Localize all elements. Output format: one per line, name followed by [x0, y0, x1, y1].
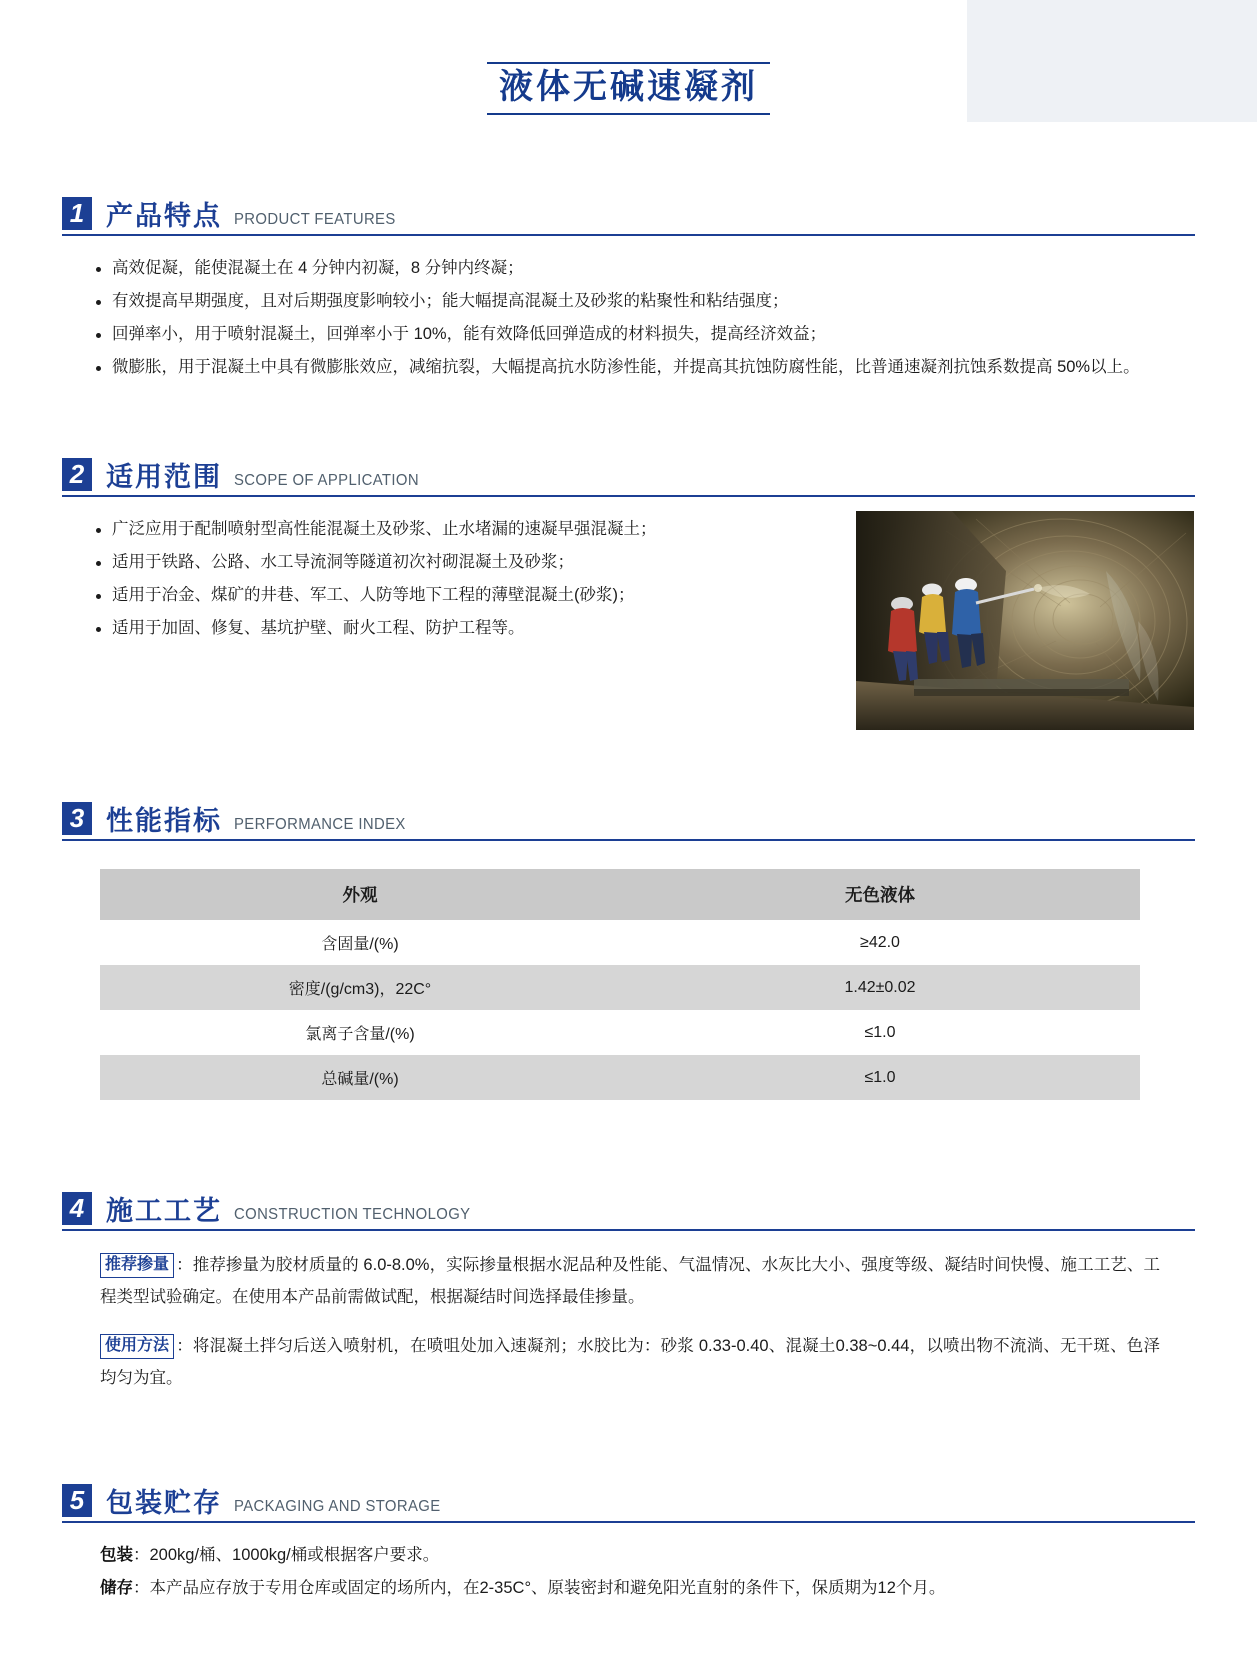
list-item: 适用于铁路、公路、水工导流洞等隧道初次衬砌混凝土及砂浆；: [96, 546, 856, 579]
section-title-en: PRODUCT FEATURES: [234, 211, 396, 229]
section-header: [62, 1484, 1195, 1523]
packaging-text: ：200kg/桶、1000kg/桶或根据客户要求。: [133, 1546, 440, 1565]
recommended-dosage-text: ：推荐掺量为胶材质量的 6.0-8.0%，实际掺量根据水泥品种及性能、气温情况、水灰比大小、强度等级、凝结时间快慢、施工工艺、工程类型试验确定。在使用本产品前需做试配，根据凝结时间选择最佳掺量。: [100, 1256, 1160, 1307]
storage-label: 储存: [100, 1579, 133, 1598]
section-number-badge: 4: [62, 1192, 92, 1225]
section-title-cn: 包装贮存: [106, 1488, 222, 1519]
section-title-en: PACKAGING AND STORAGE: [234, 1498, 441, 1516]
list-item: 高效促凝，能使混凝土在 4 分钟内初凝，8 分钟内终凝；: [96, 252, 1195, 285]
section-construction-technology: [62, 1192, 1195, 1394]
table-cell-value: ≤1.0: [620, 1055, 1140, 1100]
list-item: 微膨胀，用于混凝土中具有微膨胀效应，减缩抗裂，大幅提高抗水防渗性能，并提高其抗蚀防腐性能，比普通速凝剂抗蚀系数提高 50%以上。: [96, 351, 1195, 384]
section-product-features: [62, 197, 1195, 384]
section-header: [62, 802, 1195, 841]
performance-table: [100, 869, 1140, 1100]
scope-body: [62, 497, 1195, 730]
section-title-cn: 产品特点: [106, 201, 222, 232]
section-title-en: SCOPE OF APPLICATION: [234, 472, 419, 490]
usage-method-text: ：将混凝土拌匀后送入喷射机，在喷咀处加入速凝剂；水胶比为：砂浆 0.33-0.40、混凝土0.38~0.44，以喷出物不流淌、无干斑、色泽均匀为宜。: [100, 1336, 1160, 1388]
table-cell-value: ≥42.0: [620, 920, 1140, 965]
page-title: 液体无碱速凝剂: [487, 62, 770, 115]
list-item: 广泛应用于配制喷射型高性能混凝土及砂浆、止水堵漏的速凝早强混凝土；: [96, 513, 856, 546]
table-cell-name: 氯离子含量/(%): [100, 1010, 620, 1055]
table-row: [100, 920, 1140, 965]
section-number-badge: 5: [62, 1484, 92, 1517]
section-performance-index: [62, 802, 1195, 1100]
storage-line: [100, 1572, 1170, 1605]
tunnel-construction-photo: [856, 511, 1194, 730]
table-cell-name: 密度/(g/cm3)，22C°: [100, 965, 620, 1010]
section-title-en: CONSTRUCTION TECHNOLOGY: [234, 1206, 471, 1224]
storage-text: ：本产品应存放于专用仓库或固定的场所内，在2-35C°、原装密封和避免阳光直射的条件下，保质期为12个月。: [133, 1579, 946, 1598]
page-bottom-spacer: [0, 1605, 1257, 1659]
section-header: [62, 1192, 1195, 1231]
recommended-dosage-tag: 推荐掺量: [100, 1253, 174, 1278]
section-title-en: PERFORMANCE INDEX: [234, 816, 406, 834]
packaging-line: [100, 1539, 1170, 1572]
table-row: [100, 1010, 1140, 1055]
recommended-dosage-paragraph: [100, 1249, 1160, 1313]
section-title-cn: 施工工艺: [106, 1196, 222, 1227]
table-cell-name: 总碱量/(%): [100, 1055, 620, 1100]
section-packaging-and-storage: [62, 1484, 1195, 1605]
packaging-label: 包装: [100, 1546, 133, 1565]
section-header: [62, 197, 1195, 236]
table-header-cell-value: 无色液体: [620, 869, 1140, 920]
usage-method-tag: 使用方法: [100, 1334, 174, 1359]
table-header-cell-name: 外观: [100, 869, 620, 920]
section-header: [62, 458, 1195, 497]
table-cell-value: ≤1.0: [620, 1010, 1140, 1055]
section-number-badge: 1: [62, 197, 92, 230]
table-row: [100, 1055, 1140, 1100]
table-row: [100, 965, 1140, 1010]
feature-list: [62, 252, 1195, 384]
section-scope-of-application: [62, 458, 1195, 730]
section-number-badge: 2: [62, 458, 92, 491]
list-item: 回弹率小，用于喷射混凝土，回弹率小于 10%，能有效降低回弹造成的材料损失，提高经济效益；: [96, 318, 1195, 351]
scope-list: [62, 513, 856, 645]
usage-method-paragraph: [100, 1330, 1160, 1394]
table-header-row: [100, 869, 1140, 920]
list-item: 适用于冶金、煤矿的井巷、军工、人防等地下工程的薄壁混凝土(砂浆)；: [96, 579, 856, 612]
packaging-details: [100, 1539, 1170, 1605]
title-area: [0, 0, 1257, 115]
construction-paragraphs: [100, 1249, 1160, 1394]
section-title-cn: 性能指标: [106, 806, 222, 837]
list-item: 适用于加固、修复、基坑护壁、耐火工程、防护工程等。: [96, 612, 856, 645]
section-number-badge: 3: [62, 802, 92, 835]
table-cell-value: 1.42±0.02: [620, 965, 1140, 1010]
table-cell-name: 含固量/(%): [100, 920, 620, 965]
list-item: 有效提高早期强度，且对后期强度影响较小；能大幅提高混凝土及砂浆的粘聚性和粘结强度；: [96, 285, 1195, 318]
section-title-cn: 适用范围: [106, 462, 222, 493]
